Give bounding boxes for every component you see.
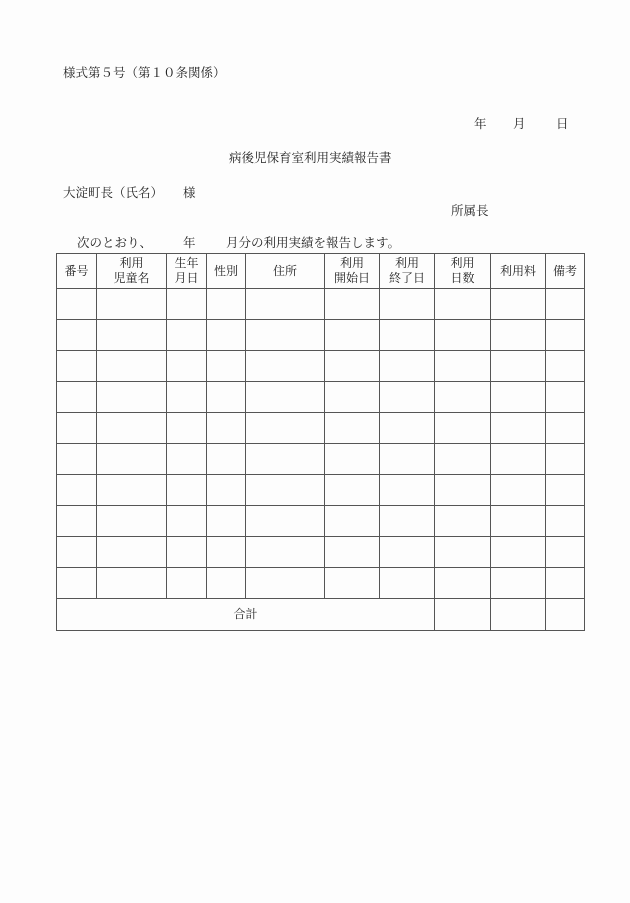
table-cell[interactable] (325, 475, 380, 506)
table-cell[interactable] (435, 351, 491, 382)
table-cell[interactable] (546, 289, 585, 320)
column-header (167, 254, 207, 289)
table-cell[interactable] (167, 537, 207, 568)
column-header (57, 254, 97, 289)
table-cell[interactable] (246, 506, 325, 537)
table-cell[interactable] (491, 320, 546, 351)
table-cell[interactable] (491, 382, 546, 413)
table-row (57, 320, 585, 351)
table-row (57, 351, 585, 382)
total-label: 合計 (57, 599, 435, 631)
table-cell[interactable] (207, 320, 246, 351)
table-cell[interactable] (167, 351, 207, 382)
table-cell[interactable] (546, 568, 585, 599)
table-cell[interactable] (435, 320, 491, 351)
table-cell[interactable] (325, 506, 380, 537)
table-cell[interactable] (246, 444, 325, 475)
table-cell[interactable] (546, 351, 585, 382)
table-cell[interactable] (491, 568, 546, 599)
addressee-honorific: 様 (183, 185, 196, 200)
table-cell[interactable] (491, 413, 546, 444)
table-row (57, 382, 585, 413)
table-cell[interactable] (546, 382, 585, 413)
table-cell[interactable] (491, 537, 546, 568)
column-header-line1: 番号 (64, 263, 89, 278)
table-cell[interactable] (491, 506, 546, 537)
column-header (491, 254, 546, 289)
column-header (546, 254, 585, 289)
table-cell[interactable] (546, 413, 585, 444)
table-cell[interactable] (57, 289, 97, 320)
table-cell[interactable] (57, 537, 97, 568)
table-row (57, 475, 585, 506)
table-row (57, 413, 585, 444)
column-header (380, 254, 435, 289)
table-cell[interactable] (546, 320, 585, 351)
intro-year: 年 (183, 235, 196, 250)
column-header (246, 254, 325, 289)
column-header (325, 254, 380, 289)
table-cell[interactable] (97, 444, 167, 475)
table-cell[interactable] (167, 413, 207, 444)
table-cell[interactable] (207, 475, 246, 506)
table-cell[interactable] (546, 537, 585, 568)
form-number: 様式第５号（第１０条関係） (63, 65, 226, 80)
table-cell[interactable] (435, 444, 491, 475)
table-cell[interactable] (246, 413, 325, 444)
table-row (57, 289, 585, 320)
table-cell[interactable] (57, 413, 97, 444)
table-cell[interactable] (435, 537, 491, 568)
column-header-line1: 生年 (174, 256, 199, 270)
column-header-line2: 日数 (450, 271, 475, 285)
table-cell[interactable] (380, 444, 435, 475)
table-header-row (57, 254, 585, 289)
table-cell[interactable] (325, 320, 380, 351)
table-cell[interactable] (325, 289, 380, 320)
column-header-line1: 利用 (450, 256, 475, 270)
date-month-label: 月 (513, 116, 526, 131)
table-cell[interactable] (491, 351, 546, 382)
table-cell[interactable] (435, 568, 491, 599)
table-cell[interactable] (207, 382, 246, 413)
table-cell[interactable] (97, 506, 167, 537)
date-year-label: 年 (474, 116, 487, 131)
column-header-line1: 住所 (272, 263, 297, 278)
date-day-label: 日 (556, 116, 569, 131)
table-cell[interactable] (207, 537, 246, 568)
table-cell[interactable] (435, 289, 491, 320)
table-cell[interactable] (97, 413, 167, 444)
table-cell[interactable] (246, 475, 325, 506)
table-cell[interactable] (325, 351, 380, 382)
table-cell[interactable] (167, 320, 207, 351)
column-header-line1: 利用料 (499, 263, 536, 278)
table-cell[interactable] (325, 568, 380, 599)
table-cell[interactable] (380, 289, 435, 320)
table-cell[interactable] (435, 382, 491, 413)
sender-label: 所属長 (451, 203, 489, 218)
column-header-line1: 利用 (394, 256, 419, 270)
table-cell[interactable] (435, 413, 491, 444)
table-row (57, 444, 585, 475)
table-cell[interactable] (57, 382, 97, 413)
table-cell[interactable] (246, 537, 325, 568)
table-cell[interactable] (246, 382, 325, 413)
table-cell[interactable] (491, 475, 546, 506)
table-cell[interactable] (57, 444, 97, 475)
table-cell[interactable] (546, 475, 585, 506)
table-cell[interactable] (435, 475, 491, 506)
column-header (97, 254, 167, 289)
total-fee-cell[interactable] (491, 599, 546, 631)
table-cell[interactable] (491, 289, 546, 320)
table-cell[interactable] (57, 506, 97, 537)
table-cell[interactable] (380, 537, 435, 568)
total-remarks-cell[interactable] (546, 599, 585, 631)
intro-suffix: 月分の利用実績を報告します。 (226, 235, 401, 250)
table-cell[interactable] (325, 537, 380, 568)
table-cell[interactable] (207, 289, 246, 320)
column-header-line1: 備考 (552, 263, 577, 278)
table-cell[interactable] (97, 351, 167, 382)
table-cell[interactable] (97, 289, 167, 320)
table-cell[interactable] (167, 506, 207, 537)
table-cell[interactable] (57, 320, 97, 351)
table-cell[interactable] (97, 382, 167, 413)
table-cell[interactable] (380, 506, 435, 537)
table-cell[interactable] (97, 320, 167, 351)
table-cell[interactable] (380, 320, 435, 351)
column-header-line2: 児童名 (113, 271, 150, 285)
total-days-cell[interactable] (435, 599, 491, 631)
table-cell[interactable] (167, 475, 207, 506)
intro-prefix: 次のとおり、 (77, 235, 153, 250)
total-row (57, 599, 585, 631)
table-cell[interactable] (97, 537, 167, 568)
table-cell[interactable] (246, 351, 325, 382)
table-cell[interactable] (207, 568, 246, 599)
table-cell[interactable] (325, 382, 380, 413)
column-header-line2: 月日 (174, 271, 199, 285)
document-title: 病後児保育室利用実績報告書 (229, 150, 392, 165)
table-cell[interactable] (207, 351, 246, 382)
usage-report-table (56, 253, 585, 631)
column-header-line1: 利用 (339, 256, 364, 270)
table-cell[interactable] (57, 475, 97, 506)
table-cell[interactable] (207, 444, 246, 475)
table-cell[interactable] (435, 506, 491, 537)
table-cell[interactable] (207, 413, 246, 444)
table-cell[interactable] (246, 320, 325, 351)
table-cell[interactable] (380, 351, 435, 382)
table-cell[interactable] (57, 351, 97, 382)
table-cell[interactable] (380, 382, 435, 413)
table-cell[interactable] (167, 382, 207, 413)
table-cell[interactable] (380, 475, 435, 506)
column-header-line1: 利用 (119, 256, 144, 270)
addressee-name: 大淀町長（氏名） (63, 185, 164, 200)
table-cell[interactable] (167, 568, 207, 599)
table-cell[interactable] (207, 506, 246, 537)
table-cell[interactable] (325, 444, 380, 475)
table-cell[interactable] (246, 289, 325, 320)
table-cell[interactable] (491, 444, 546, 475)
table-cell[interactable] (546, 506, 585, 537)
table-cell[interactable] (97, 475, 167, 506)
table-row (57, 537, 585, 568)
column-header (207, 254, 246, 289)
column-header-line1: 性別 (213, 263, 238, 278)
column-header-line2: 終了日 (388, 271, 425, 285)
table-cell[interactable] (380, 568, 435, 599)
table-cell[interactable] (167, 444, 207, 475)
table-row (57, 568, 585, 599)
table-cell[interactable] (246, 568, 325, 599)
table-cell[interactable] (57, 568, 97, 599)
table-cell[interactable] (167, 289, 207, 320)
table-cell[interactable] (325, 413, 380, 444)
table-row (57, 506, 585, 537)
table-cell[interactable] (97, 568, 167, 599)
column-header (435, 254, 491, 289)
table-cell[interactable] (380, 413, 435, 444)
table-cell[interactable] (546, 444, 585, 475)
column-header-line2: 開始日 (333, 271, 370, 285)
